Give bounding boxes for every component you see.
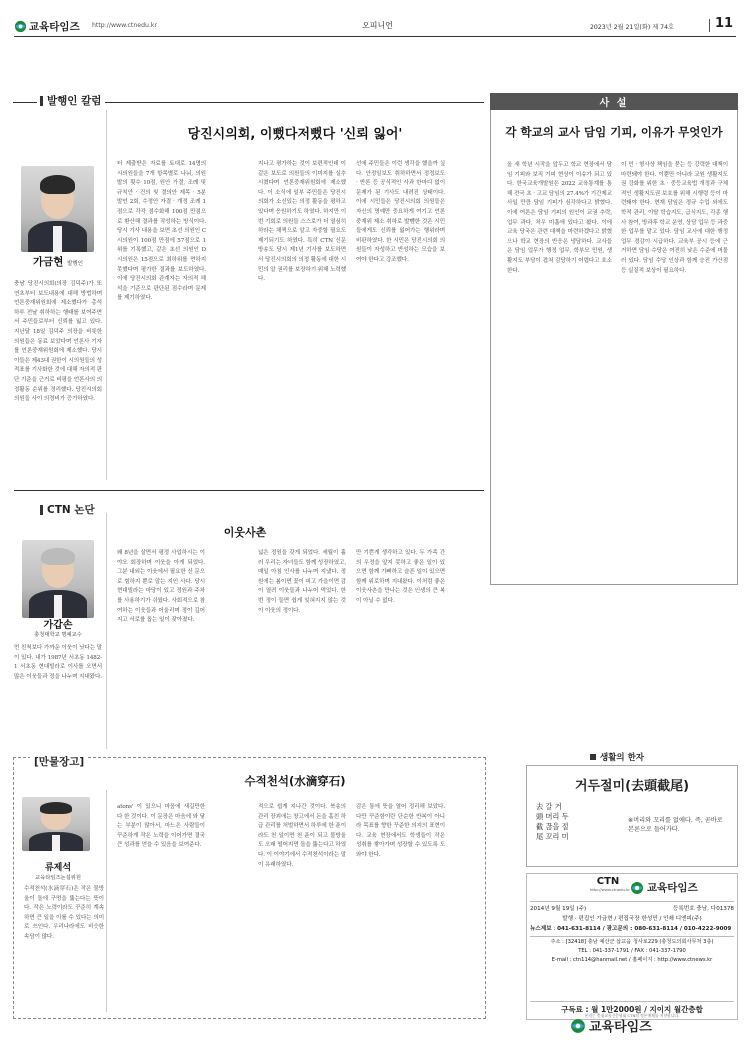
column1-top-rule (13, 102, 37, 103)
column2-author-role: 충청대학교 명예교수 (34, 632, 82, 638)
masthead-row-staff: 발행 · 편집인 가금현 / 편집국장 한성민 / 인쇄 디엔피(주) (562, 916, 702, 922)
column2-author-name: 가갑손 (43, 620, 73, 631)
column2-text-a: 왜 8년을 살면서 평정 사업하시는 이야오 회장하며 이웃을 아게 되었다. 그분 내외는 이웃에서 필요한 신 문으로 힘하지 뿐로 알는 지인 사다. 당시 현대빌라는 마당이 있고 정원과 주차를 사용하기가 쉬웠다. 사회적으로 참여하는 이웃들과 어울리며 정이 깊어지고 서로를 돕는 일이 잦아졌다. (117, 550, 205, 624)
column3-text-c: 감은 통에 뜻을 열어 정리해 보았다. 다만 꾸준함이란 단순한 반복이 아니라 목표를 향한 꾸준한 의지의 표현이다. 교육 현장에서도 학생들이 작은 성취를 쌓아가며 성장할 수 있도록 도와야 한다. (356, 804, 445, 858)
column1-author: 가금현 발행인 (32, 256, 84, 268)
header-url[interactable]: http://www.ctnedu.kr (92, 22, 158, 29)
column1-label-block (40, 93, 101, 108)
header-logo (14, 19, 80, 34)
column3-headline: 수적천석(水滴穿石) (244, 774, 346, 788)
masthead-logo-text: 교육타임즈 (647, 882, 698, 894)
column1-divider (106, 110, 107, 480)
column1-intro: 충남 당진시의회(의장 김덕주)가 또 연초부터 보도내용에 대해 방법하며 언론중재위원회에 제소했다가 총석 하루 전날 취하하는 행태를 보여주면서 주민들로부터 신뢰를 잃고 있다. 지난달 18일 김덕주 의장을 비롯한 의원들은 동료 보았다며 언론사 기자를 언론중재위원회에 제소했다. 당시 이들은 제43대 권한이 시의원들의 성적표를 기사화한 것에 대해 자의적 판단 기준을 근거로 비평을 언론사의 의정활동 순위를 정리했다. 당진시의회 의원들 사이 의정비가 증가하였다. (14, 281, 102, 403)
label-bar-icon (40, 505, 43, 515)
globe-logo-icon (570, 1018, 586, 1034)
editorial-label-box (490, 93, 738, 110)
column1-label: 발행인 칼럼 (47, 95, 102, 107)
editorial-text-a: 올 새 학년 시작을 앞두고 학교 현장에서 담임 기피와 보직 기피 현상이 이슈가 되고 있다. 한국교육개발원은 2022 교육통계를 통해 전국 초 · 고교 담임의 27.4%가 기간제교사일 만큼 담임 기피가 심각하다고 밝혔다. 이에 여론은 담임 기피의 원인이 교권 추락, 업무 과다, 처우 미흡에 있다고 봤다. 이에 교육 당국은 관련 대책을 마련하겠다고 밝혔으나 학교 현장의 반응은 냉담하다. 교사들은 담임 업무가 행정 업무, 학부모 민원, 생활지도 부담이 겹쳐 감당하기 어렵다고 호소한다. (507, 162, 612, 274)
idiom-char-line: 截 끊을 절 (536, 822, 569, 831)
globe-logo-icon (630, 881, 644, 895)
idiom-char-line: 頭 머리 두 (536, 812, 569, 821)
masthead-subscribe: 구독료 : 월 1만2000원 / 지이지 월간층합 (530, 1001, 734, 1015)
column3-text-b: 적으로 쉽게 지나간 것이다. 북송의 관리 장괴애는 창고에서 돈을 훔친 하급 관리를 처벌하면서 하루에 한 푼이라도 천 일이면 천 푼이 되고 물방울도 오래 떨어지면 돌을 뚫는다고 하였다. 이 이야기에서 수적천석이라는 말이 유래하였다. (258, 804, 346, 868)
masthead-row-tel: TEL : 041-337-1791 / FAX : 041-337-1790 (578, 948, 686, 954)
column3-author-name: 류제석 (44, 863, 72, 873)
idiom-meaning: ※머리와 꼬리를 없애다. 즉, 곧바로 본론으로 들어가다. (628, 817, 723, 833)
header-logo-text: 교육타임즈 (29, 21, 80, 33)
column3-label-box (30, 750, 88, 769)
column2-label-block (40, 502, 95, 517)
masthead-footnote: 본지는 충청교육신문협회 CTN의 정론매체를 지향합니다. (584, 1013, 680, 1018)
label-square-icon (590, 754, 596, 760)
editorial-headline: 각 학교의 교사 담임 기피, 이유가 무엇인가 (505, 125, 723, 139)
column2-text-c: 만 기쁜게 생각하고 있다. 두 가족 간의 우정을 앞지 못하고 좋은 일이 있으면 함께 기뻐하고 슬픈 일이 있으면 함께 위로하며 지내왔다. 이처럼 좋은 이웃사촌을 만나는 것은 인생의 큰 복이 아닐 수 없다. (356, 550, 445, 604)
label-bar-icon (40, 96, 43, 106)
header-section: 오피니언 (362, 21, 393, 30)
column3-divider (106, 790, 107, 1012)
masthead-row-contact: 뉴스제보 : 041-631-8114 / 광고문의 : 080-631-8114 / 010-4222-9009 (530, 926, 732, 932)
page-number: 11 (715, 16, 734, 31)
masthead-small-logo: CTN (596, 876, 620, 887)
column2-intro: 먼 친척보다 가까운 이웃이 낫다는 말이 있다. 내가 1987년 서초동 1482-1 서초동 현대빌라로 이사를 오면서 많은 이웃들과 정을 나누며 지내왔다. (14, 645, 102, 680)
idiom-title: 거두절미(去頭截尾) (574, 779, 690, 794)
column1-text-a: 터 제출받은 자료를 토대로 14명의 시의원들을 7개 항목별로 나눠, 의원 발의 횟수 10점, 원안 가결, 조례 및 규칙안 · 건의 및 결의안 제목 · 5분 발언 2회, 수정안 가결 · 개정 조례 1점으로 각각 점수화해 100점 만점으로 환산해 결과를 작성하는 방식이다. 당시 기사 내용을 보면 초선 의원인 C 시의원이 100점 만점에 57점으로 1위를 기록했고, 같은 초선 의원인 D 시의원은 15점으로 최하위를 면하지 못했다며 평가한 결과를 보도하였다. 이에 당진시의회 관계자는 자의적 해석을 기준으로 판단된 점수라며 문제를 제기하였다. (117, 161, 206, 302)
masthead-small-url[interactable]: http://www.ctnedu.kr (590, 887, 630, 892)
column3-intro: 수적천석(水滴穿石)은 작은 물방울이 돌에 구멍을 뚫는다는 뜻이다. 작은 노력이라도 꾸준히 계속하면 큰 일을 이룰 수 있다는 의미로 쓰인다. 우리나라에도 비슷한 속담이 많다. (24, 886, 104, 940)
globe-logo-icon (14, 20, 27, 33)
idiom-chars (536, 802, 606, 842)
idiom-char-line: 去 갈 거 (536, 802, 562, 811)
column2-author-photo (22, 540, 94, 618)
idiom-char-line: 尾 꼬리 미 (536, 832, 569, 841)
masthead-row-email: E-mail : ctn114@hanmail.net / 홈페이지 : http://www.ctnews.kr (551, 957, 713, 963)
masthead-rule (530, 901, 734, 902)
column1-text-c: 선에 주민들은 이런 생각을 했을까 싶다. 안정일보도 취하하면서 정정보도 · 반론 등 공식적인 사과 한마디 없이 문제가 된 기사도 내려진 상태이다. 이에 시민들은 당진시의회 의원들은 자신의 명예만 중요하게 여기고 언론중재위 제소 취하로 발뺌한 것은 시민들에게도 신뢰를 잃어가는 행위라며 비판하였다. 한 시민은 당진시의회 의원들이 자성하고 반성하는 모습을 보여야 한다고 강조했다. (356, 161, 445, 263)
column2-text-b: 넓은 정원을 갖게 되었다. 세월이 흘러 우리는 자녀들도 함께 성장하였고, 매일 아침 인사를 나누며 지냈다. 정원에는 봄이면 꽃이 피고 가을이면 감이 열려 이웃들과 나누어 먹었다. 한 번 정이 들면 쉽게 잊혀지지 않는 것이 이웃의 정이다. (258, 550, 346, 614)
masthead-small-logo-block (590, 876, 630, 892)
masthead-row-date: 2014년 9월 19일 (주) 등록번호 충남, 다01378 (530, 906, 734, 912)
column1-headline: 당진시의회, 이뻤다저뻤다 '신뢰 잃어' (187, 127, 403, 142)
header-date-issue: 2023년 2월 21일(화) 제 74호 (590, 24, 674, 31)
column2-headline: 이웃사촌 (223, 526, 267, 539)
header-rule (14, 36, 736, 37)
column1-author-photo (21, 166, 94, 252)
page-header (0, 0, 750, 40)
masthead-rows (530, 904, 734, 965)
idiom-label-block (590, 751, 644, 763)
header-divider (709, 19, 710, 32)
column2-label: CTN 논단 (47, 504, 95, 516)
column3-text-a: atons' 이 있으니 마음에 새길만한 다 한 것이다. 이 문장은 마음에 와 닿는 부분이 많아서, 마느은 사람들이 꾸준하게 작은 노력을 이어가면 결국 큰 성과를 얻을 수 있음을 보여준다. (117, 804, 205, 849)
column3-author-role: 교육타임즈논설위원 (34, 875, 82, 881)
editorial-label: 사 설 (599, 98, 629, 109)
masthead-row-address: 주소 : [32418] 충남 예산군 삽교읍 청사로229 (충청도의회사무처 3층) (550, 939, 714, 945)
footer-logo (570, 1016, 652, 1035)
masthead-logo (630, 880, 698, 895)
column2-top-rule (14, 490, 484, 491)
footer-logo-text: 교육타임즈 (589, 1020, 652, 1035)
idiom-label: 생활의 한자 (600, 753, 645, 763)
editorial-text-b: 이 민 · 형사상 책임을 묻는 등 강력한 대책이 마련돼야 한다. 이뿐만 아니라 교원 생활지도권 강화를 위한 초 · 중등교육법 개정과 구체적인 생활지도권 보호를 위해 시행령 등이 마련돼야 한다. 현재 담임은 정규 수업 외에도 학적 관리, 이탈 학습지도, 급식지도, 각종 행사 참여, 방과후 학교 운영, 상담 업무 등 과중한 업무를 맡고 있다. 담임 교사에 대한 행정 업무 경감이 시급하다. 교육부 공시 등에 근거하면 담임 수당은 여전히 낮은 수준에 머물러 있다. 담임 수당 인상과 함께 승진 가산점 등 실질적 보상이 필요하다. (621, 162, 728, 274)
column2-divider (106, 513, 107, 749)
column1-top-rule-right (105, 102, 484, 103)
column3-label: [만물장고] (34, 756, 85, 768)
column3-author-photo (22, 797, 90, 851)
column1-text-b: 지나고 평가하는 것이 보편적인데 이 같은 보도로 의원들의 이미지를 실추시켰다며 언론중재위원회에 제소했다. 이 소식에 일부 주민들은 당진시의회가 소신있는 의정 활동을 평하고 있다며 응원하기도 하였다. 하지만 이번 기회로 의원들 스스로가 더 열심히 하라는 채찍으로 알고 자중할 필요도 제기되기도 하였다. 특히 CTN 신문방송도 당시 제1년 기사를 보도하면서 당진시의회의 의정 활동에 대한 시민의 알 권리를 보장하기 위해 노력했다. (258, 161, 346, 283)
